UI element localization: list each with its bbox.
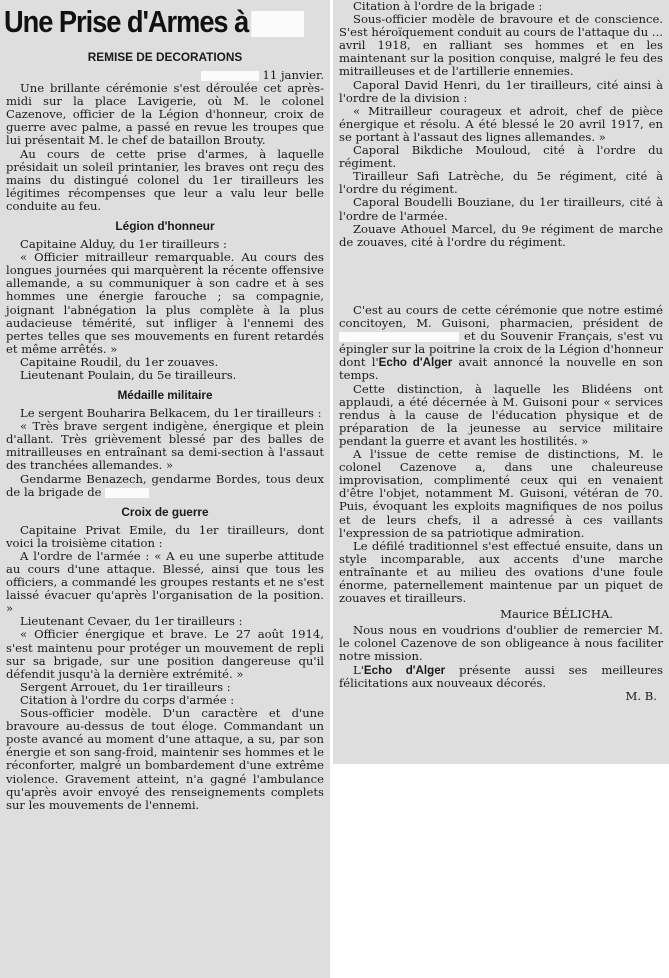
heading-legion-honneur: Légion d'honneur — [115, 219, 215, 234]
heading-croix-de-guerre: Croix de guerre — [121, 504, 209, 519]
author-signature: Maurice BÉLICHA. — [500, 607, 613, 622]
paragraph: Nous nous en voudrions d'oublier de remercier M. le colonel Cazenove de son obligeance à nous faciliter notre mission. — [339, 623, 663, 664]
recipient-cevaer: Lieutenant Cevaer, du 1er tirailleurs : — [20, 614, 243, 629]
paragraph: Le défilé traditionnel s'est effectué ensuite, dans un style incomparable, aux accents d'une marche entraînante et au milieu des ovations d'une foule énorme, paternellement maintenue par un piquet de zouaves et tirailleurs. — [339, 538, 663, 606]
redacted-city — [201, 71, 259, 81]
intro-paragraph: Une brillante cérémonie s'est déroulée cet après-midi sur la place Lavigerie, où M. le colonel Cazenove, officier de la Légion d'honneur, croix de guerre avec palme, a passé en revue les troupes que lui présentait M. le chef de bataillon Brouty. — [6, 81, 324, 148]
recipient-bikdiche: Caporal Bikdiche Mouloud, cité à l'ordre du régiment. — [339, 143, 663, 171]
recipient-bouharira: Le sergent Bouharira Belkacem, du 1er tirailleurs : — [20, 406, 322, 421]
paragraph: A l'issue de cette remise de distinctions, M. le colonel Cazenove a, dans une chaleureuse improvisation, complimenté ceux qui en venaient d'être l'objet, notamment M. Guisoni, vétéran de 70. Puis, évoquant les exploits magnifiques de nos poilus et de leurs chefs, il a adressé à ces vaillants l'expression de sa patriotique admiration. — [339, 447, 663, 540]
paragraph: Cette distinction, à laquelle les Blidéens ont applaudi, a été décernée à M. Guisoni pour « services rendus à la cause de l'éducation physique et de préparation de la jeunesse au service militaire pendant la guerre et avant les hostilités. » — [339, 381, 663, 448]
citation-bouharira: « Très brave sergent indigène, énergique et plein d'allant. Très grièvement blessé par des balles de mitrailleuses en entraînant sa demi-section à l'assaut des tranchées allemandes. » — [6, 419, 324, 473]
paragraph: L'Echo d'Alger présente aussi ses meilleures félicitations aux nouveaux décorés. — [339, 662, 663, 690]
guisoni-paragraph: C'est au cours de cette cérémonie que notre estimé concitoyen, M. Guisoni, pharmacien, président de et du Souvenir Français, s'est vu épingler sur la poitrine la croix de la Légion d'honneur dont l'Echo d'Alger avait annoncé la nouvelle en son temps. — [339, 304, 664, 383]
section-subtitle: REMISE DE DECORATIONS — [87, 50, 243, 64]
recipient-athouel: Zouave Athouel Marcel, du 9e régiment de marche de zouaves, cité à l'ordre du régiment. — [339, 221, 663, 249]
recipient-gendarmes: Gendarme Benazech, gendarme Bordes, tous deux de la brigade de — [6, 471, 324, 499]
redacted-place-name — [252, 11, 305, 37]
recipient-poulain: Lieutenant Poulain, du 5e tirailleurs. — [20, 367, 237, 382]
recipient-boudelli: Caporal Boudelli Bouziane, du 1er tirailleurs, cité à l'ordre de l'armée. — [339, 195, 663, 223]
citation-privat: A l'ordre de l'armée : « A eu une superbe attitude au cours d'une attaque. Blessé, ainsi que tous les officiers, a commandé les groupes restants et ne s'est laissé évacuer qu'après l'organisation de la position. » — [6, 548, 324, 616]
newspaper-name: Echo d'Alger — [378, 356, 453, 370]
citation-arrouet: Sous-officier modèle. D'un caractère et d'une bravoure au-dessus de tout éloge. Commandant un poste avancé au moment d'une attaque, a su, par son énergie et son sang-froid, maintenir ses hommes et le réconforter, malgré un bombardement d'une extrême violence. Gravement atteint, n'a gagné l'ambulance qu'après avoir envoyé des renseignements complets sur les mouvements de l'ennemi. — [6, 706, 324, 812]
right-top-clipping — [333, 0, 669, 304]
citation-david: « Mitrailleur courageux et adroit, chef de pièce énergique et résolu. A été blessé le 20 avril 1917, en se portant à l'assaut des lignes allemandes. » — [339, 103, 663, 144]
redacted-brigade — [105, 488, 149, 498]
citation-alduy: « Officier mitrailleur remarquable. Au cours des longues journées qui marquèrent la récente offensive allemande, a su communiquer à son cadre et à ses hommes une énergie farouche ; sa compagnie, joignant l'abnégation la plus complète à la plus audacieuse témérité, sut infliger à l'ennemi des pertes telles que ses mouvements en furent retardés et même arrêtés. » — [6, 250, 324, 356]
recipient-privat: Capitaine Privat Emile, du 1er tirailleurs, dont voici la troisième citation : — [6, 522, 324, 550]
citation-arrouet-head: Citation à l'ordre du corps d'armée : — [20, 692, 235, 707]
recipient-david: Caporal David Henri, du 1er tirailleurs, cité ainsi à l'ordre de la division : — [339, 77, 663, 105]
citation-brigade-text: Sous-officier modèle de bravoure et de conscience. S'est héroïquement conduit au cours de l'attaque du ... avril 1918, en ralliant ses hommes et en les maintenant sur la position conquise, malgré le feu des mitrailleuses et de l'artillerie ennemies. — [339, 12, 663, 79]
dateline: 11 janvier. — [6, 69, 324, 82]
heading-medaille-militaire: Médaille militaire — [117, 388, 213, 403]
recipient-alduy: Capitaine Alduy, du 1er tirailleurs : — [20, 237, 227, 252]
redacted-society-name — [339, 332, 459, 342]
recipient-safi: Tirailleur Safi Latrèche, du 5e régiment, cité à l'ordre du régiment. — [339, 169, 663, 197]
paragraph: Au cours de cette prise d'armes, à laquelle présidait un soleil printanier, les braves ont reçu des mains du distingué colonel du 1er tirailleurs les légitimes récompenses que leur a valu leur belle conduite au feu. — [6, 146, 324, 213]
recipient-roudil: Capitaine Roudil, du 1er zouaves. — [20, 354, 219, 369]
recipient-arrouet: Sergent Arrouet, du 1er tirailleurs : — [20, 679, 231, 694]
left-column-clipping — [0, 0, 330, 978]
author-initials: M. B. — [625, 688, 657, 703]
citation-cevaer: « Officier énergique et brave. Le 27 août 1914, s'est maintenu pour protéger un mouvement de repli sur sa brigade, sur une position dangereuse qu'il défendit jusqu'à la dernière extrémité. » — [6, 627, 324, 681]
right-bottom-clipping — [333, 304, 669, 764]
citation-brigade-head: Citation à l'ordre de la brigade : — [353, 0, 543, 13]
pronoun-article: L' — [353, 662, 364, 677]
newspaper-name: Echo d'Alger — [363, 663, 446, 677]
article-title: Une Prise d'Armes à — [4, 4, 286, 40]
